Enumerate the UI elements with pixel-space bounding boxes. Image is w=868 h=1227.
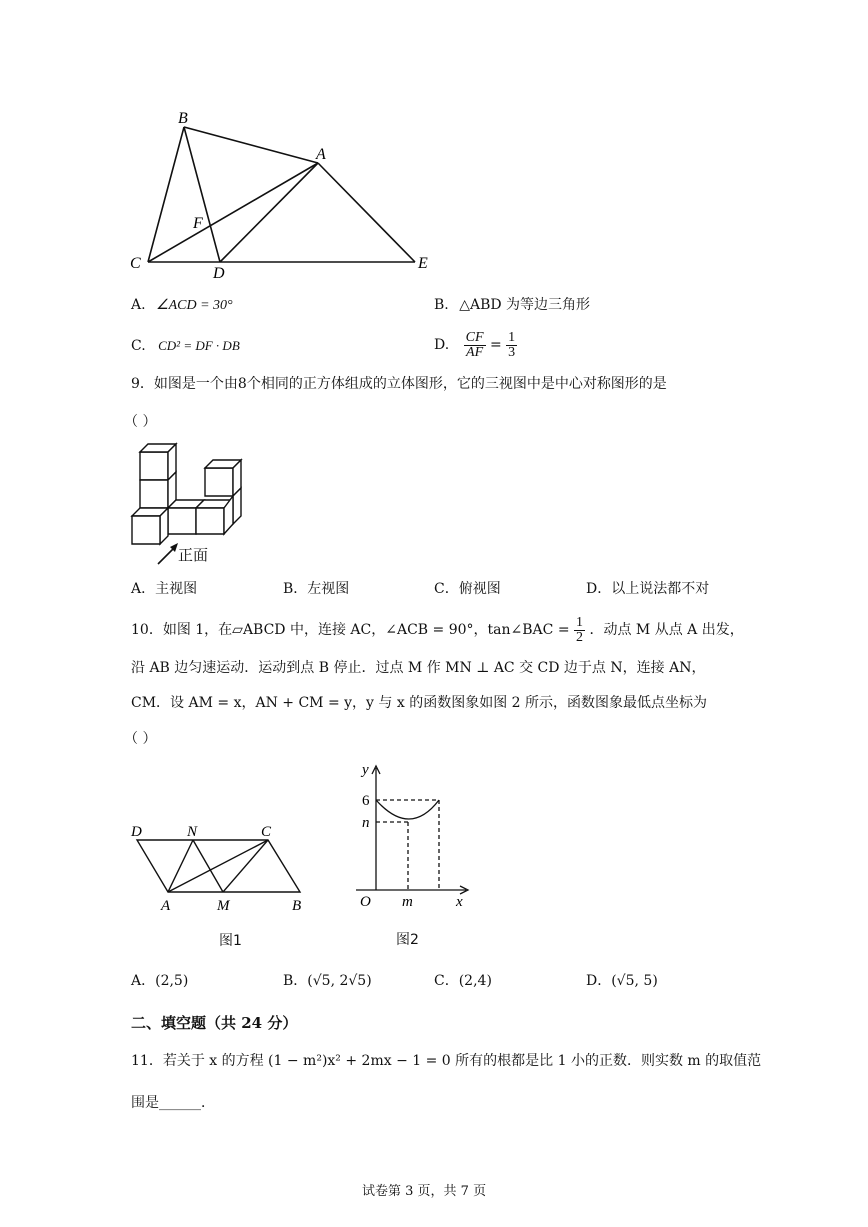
q9-stem: 9．如图是一个由8个相同的正方体组成的立体图形，它的三视图中是中心对称图形的是 <box>131 376 667 392</box>
q10-answer-paren: （ ） <box>124 731 157 747</box>
front-view-label: 正面 <box>178 546 209 564</box>
q10-line1 <box>131 614 744 646</box>
fig2-label-x: x <box>456 894 463 910</box>
q11-line1: 11．若关于 x 的方程 (1 − m²)x² + 2mx − 1 = 0 所有的根都是比 1 小的正数．则实数 m 的取值范 <box>131 1053 762 1069</box>
option-text: ∠ACD = 30° <box>156 298 233 313</box>
option-letter: A. <box>131 297 146 313</box>
q9-option-d[interactable]: D．以上说法都不对 <box>586 581 710 597</box>
q9-option-a[interactable]: A．主视图 <box>131 581 198 597</box>
option-text: CD² = DF · DB <box>158 338 240 353</box>
fraction-cf-af <box>464 331 486 360</box>
fig8-label-e: E <box>418 255 428 272</box>
section-2-heading: 二、填空题（共 24 分） <box>131 1014 298 1032</box>
q10-line1-text: 10．如图 1，在▱ABCD 中，连接 AC，∠ACB = 90°，tan∠BAC = <box>131 622 570 638</box>
fig2-label-o: O <box>360 894 371 910</box>
q10-line3: CM．设 AM = x，AN + CM = y，y 与 x 的函数图象如图 2 所示，函数图象最低点坐标为 <box>131 695 708 711</box>
fig2-label-n: n <box>362 815 370 831</box>
page-footer: 试卷第 3 页，共 7 页 <box>362 1184 487 1199</box>
fig2-label-m: m <box>402 894 413 910</box>
q8-figure <box>120 105 450 285</box>
fig8-label-f: F <box>193 215 203 232</box>
fig8-label-d: D <box>213 265 225 282</box>
q9-option-b[interactable]: B．左视图 <box>283 581 350 597</box>
fig8-label-c: C <box>130 255 141 272</box>
q9-answer-paren: （ ） <box>124 414 157 430</box>
fig1-caption: 图1 <box>219 933 242 949</box>
q8-option-c[interactable] <box>131 336 240 356</box>
fraction-num: CF <box>465 329 484 345</box>
option-letter: B. <box>434 297 449 313</box>
fig8-label-b: B <box>178 110 188 127</box>
q10-option-b[interactable]: B．(√5, 2√5) <box>283 973 372 989</box>
option-text: △ABD 为等边三角形 <box>459 297 591 313</box>
q8-option-d[interactable] <box>434 328 517 362</box>
fraction-one-half <box>574 616 585 645</box>
q10-figure-2 <box>348 760 478 915</box>
q8-option-b[interactable] <box>434 295 590 315</box>
q9-option-c[interactable]: C．俯视图 <box>434 581 501 597</box>
q8-option-a[interactable] <box>131 295 233 316</box>
q10-option-d[interactable]: D．(√5, 5) <box>586 973 658 989</box>
fig2-label-y: y <box>362 762 369 778</box>
fraction-den: 2 <box>576 629 584 645</box>
fig8-label-a: A <box>316 146 326 163</box>
fig1-label-m: M <box>217 898 230 914</box>
equals: = <box>489 337 502 353</box>
fraction-den: 3 <box>508 344 516 360</box>
option-letter: D. <box>434 337 450 353</box>
fraction-one-third <box>506 331 517 360</box>
q10-figure-1 <box>125 820 315 920</box>
fig1-label-n: N <box>187 824 198 840</box>
fraction-den: AF <box>466 344 484 360</box>
q10-option-c[interactable]: C．(2,4) <box>434 973 492 989</box>
fraction-num: 1 <box>576 614 584 630</box>
fig1-label-d: D <box>131 824 142 840</box>
q10-line1-text-b: ．动点 M 从点 A 出发， <box>589 622 744 638</box>
fraction-num: 1 <box>508 329 516 345</box>
fig1-label-b: B <box>292 898 302 914</box>
fig1-label-a: A <box>161 898 171 914</box>
fig2-caption: 图2 <box>396 932 419 948</box>
q10-option-a[interactable]: A．(2,5) <box>131 973 189 989</box>
fig1-label-c: C <box>261 824 272 840</box>
fig2-label-6: 6 <box>362 793 370 809</box>
q11-line2: 围是______． <box>131 1095 215 1111</box>
option-letter: C. <box>131 338 146 354</box>
q10-line2: 沿 AB 边匀速运动．运动到点 B 停止．过点 M 作 MN ⊥ AC 交 CD 边于点 N，连接 AN， <box>131 660 706 676</box>
